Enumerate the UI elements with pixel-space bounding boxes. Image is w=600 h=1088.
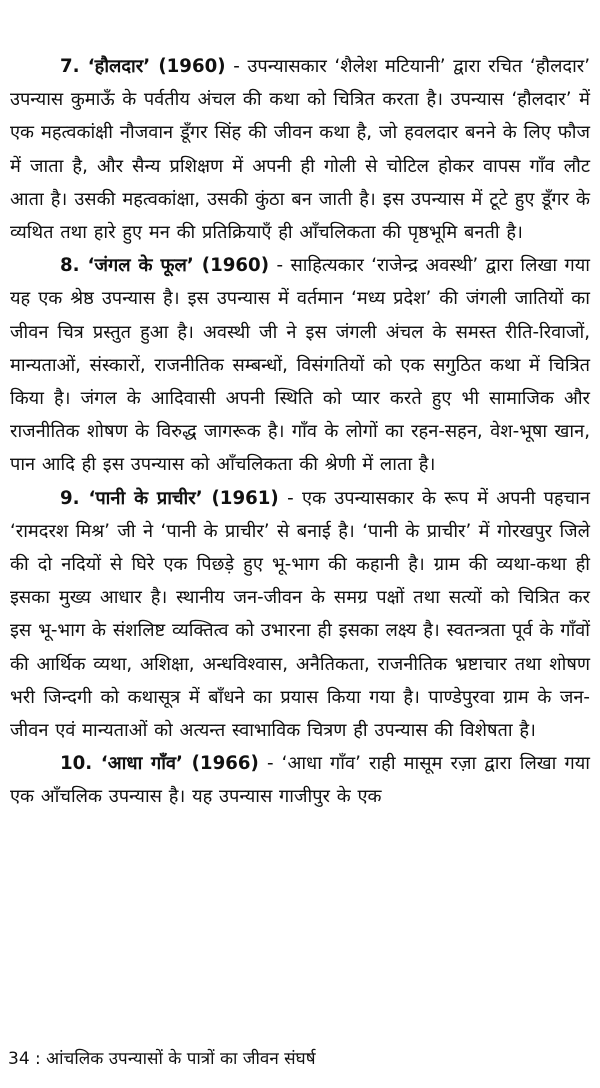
page-content [10, 50, 590, 814]
page-footer: 34 : आंचलिक उपन्यासों के पात्रों का जीवन संघर्ष [8, 1049, 316, 1069]
paragraph-8-body: - साहित्यकार ‘राजेन्द्र अवस्थी’ द्वारा लिखा गया यह एक श्रेष्ठ उपन्यास है। इस उपन्यास में वर्तमान ‘मध्य प्रदेश’ की जंगली जातियों का जीवन चित्र प्रस्तुत हुआ है। अवस्थी जी ने इस जंगली अंचल के समस्त रीति-रिवाजों, मान्यताओं, संस्कारों, राजनीतिक सम्बन्धों, विसंगतियों को एक सगुठित कथा में चित्रित किया है। जंगल के आदिवासी अपनी स्थिति को प्यार करते हुए भी सामाजिक और राजनीतिक शोषण के विरुद्ध जागरूक है। गाँव के लोगों का रहन-सहन, वेश-भूषा खान, पान आदि ही इस उपन्यास को आँचलिकता की श्रेणी में लाता है। [10, 255, 591, 476]
paragraph-9-heading: 9. ‘पानी के प्राचीर’ (1961) [60, 487, 279, 509]
paragraph-7 [10, 50, 590, 249]
paragraph-7-heading: 7. ‘हौलदार’ (1960) [60, 56, 226, 77]
paragraph-9 [10, 482, 590, 748]
paragraph-8-heading: 8. ‘जंगल के फूल’ (1960) [60, 255, 270, 277]
paragraph-10-heading: 10. ‘आधा गाँव’ (1966) [60, 753, 259, 775]
paragraph-10 [10, 747, 590, 813]
paragraph-7-body: - उपन्यासकार ‘शैलेश मटियानी’ द्वारा रचित ‘हौलदार’ उपन्यास कुमाऊँ के पर्वतीय अंचल की कथा को चित्रित करता है। उपन्यास ‘हौलदार’ में एक महत्वकांक्षी नौजवान डूँगर सिंह की जीवन कथा है, जो हवलदार बनने के लिए फौज में जाता है, और सैन्य प्रशिक्षण में अपनी ही गोली से चोटिल होकर वापस गाँव लौट आता है। उसकी महत्वकांक्षा, उसकी कुंठा बन जाती है। इस उपन्यास में टूटे हुए डूँगर के व्यथित तथा हारे हुए मन की प्रतिक्रियाएँ ही आँचलिकता की पृष्ठभूमि बनती है। [10, 56, 590, 244]
paragraph-8 [10, 249, 590, 481]
paragraph-9-body: - एक उपन्यासकार के रूप में अपनी पहचान ‘रामदरश मिश्र’ जी ने ‘पानी के प्राचीर’ से बनाई है। ‘पानी के प्राचीर’ में गोरखपुर जिले की दो नदियों से घिरे एक पिछड़े हुए भू-भाग की कहानी है। ग्राम की व्यथा-कथा ही इसका मुख्य आधार है। स्थानीय जन-जीवन के समग्र पक्षों तथा सत्यों को चित्रित कर इस भू-भाग के संशलिष्ट व्यक्तित्व को उभारना ही इसका लक्ष्य है। स्वतन्त्रता पूर्व के गाँवों की आर्थिक व्यथा, अशिक्षा, अन्धविश्वास, अनैतिकता, राजनीतिक भ्रष्टाचार तथा शोषण भरी जिन्दगी को कथासूत्र में बाँधने का प्रयास किया गया है। पाण्डेपुरवा ग्राम के जन-जीवन एवं मान्यताओं को अत्यन्त स्वाभाविक चित्रण ही उपन्यास की विशेषता है। [10, 487, 590, 742]
paragraph-10-body: - ‘आधा गाँव’ राही मासूम रज़ा द्वारा लिखा गया एक आँचलिक उपन्यास है। यह उपन्यास गाजीपुर के एक [10, 753, 590, 808]
